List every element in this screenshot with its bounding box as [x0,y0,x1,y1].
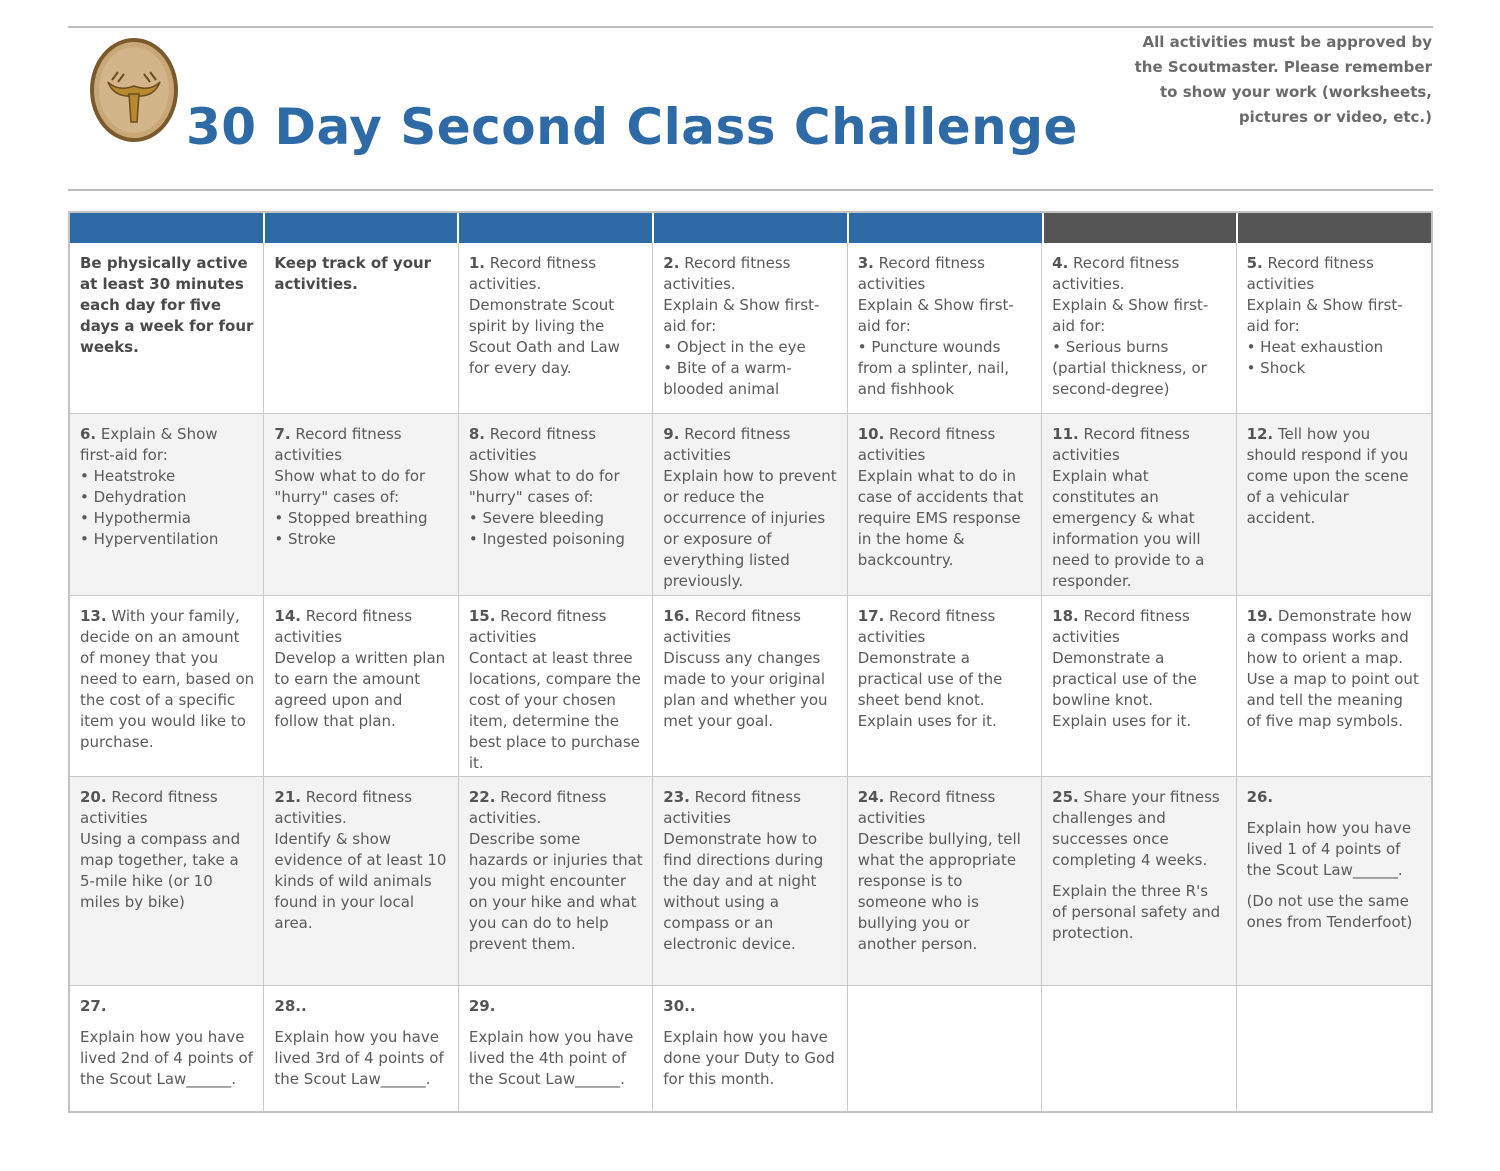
calendar-cell [1237,986,1431,1111]
cell-first-line [858,787,1032,829]
cell-text: • Object in the eye [663,338,806,356]
header-column-7 [1238,213,1431,243]
calendar-cell [70,243,264,414]
day-number: 19. [1246,607,1274,625]
cell-first-line [469,606,643,648]
calendar-cell [70,414,264,596]
calendar-cell [848,777,1042,986]
cell-first-line [80,606,254,753]
calendar-cell [264,777,458,986]
day-number: 11. [1052,425,1079,443]
header-column-2 [265,213,460,243]
calendar-cell [1237,596,1431,777]
cell-text: • Puncture wounds from a splinter, nail, and fishhook [857,338,1010,398]
calendar-cell [653,986,847,1111]
header-column-4 [654,213,849,243]
day-number: 12. [1246,425,1274,443]
cell-text: Record fitness activities. [468,254,597,293]
calendar-cell [848,986,1042,1111]
calendar-cell [1042,243,1236,414]
cell-first-line [1247,787,1422,808]
cell-text: Develop a written plan to earn the amount agreed upon and follow that plan. [274,649,446,730]
cell-first-line [274,424,448,466]
day-number: 28.. [274,997,307,1015]
cell-first-line [469,787,643,829]
cell-text: Tell how you should respond if you come upon the scene of a vehicular accident. [1246,425,1409,527]
challenge-calendar [68,211,1433,1113]
cell-text: Explain & Show first-aid for: [80,425,218,464]
cell-text: Share your fitness challenges and successes once completing 4 weeks. [1052,788,1220,869]
cell-text: • Heatstroke [80,467,176,485]
calendar-cell [459,986,653,1111]
cell-text: Explain what to do in case of accidents that require EMS response in the home & backcountry. [857,467,1024,569]
day-number: 15. [468,607,496,625]
cell-text: Record fitness activities. [468,788,607,827]
cell-first-line [469,996,643,1017]
calendar-cell [264,243,458,414]
page-title: 30 Day Second Class Challenge [186,98,1078,156]
calendar-cell [1042,986,1236,1111]
cell-first-line [274,996,448,1017]
cell-text: Record fitness activities [857,788,996,827]
cell-text: • Stroke [274,530,336,548]
cell-first-line [858,424,1032,466]
cell-text: Contact at least three locations, compare the cost of your chosen item, determine the best place to purchase it. [468,649,641,772]
cell-first-line [663,996,837,1017]
cell-first-line [274,606,448,648]
cell-text: Identify & show evidence of at least 10 kinds of wild animals found in your local area. [274,830,447,932]
day-number: 8. [468,425,485,443]
cell-text: • Shock [1246,359,1306,377]
cell-first-line [469,424,643,466]
day-number: 13. [80,607,107,625]
cell-first-line [663,606,837,648]
cell-first-line [469,253,643,295]
divider-rule [68,189,1433,191]
calendar-cell [1042,596,1236,777]
calendar-cell [1042,414,1236,596]
cell-text: Explain how you have lived the 4th point of the Scout Law______. [468,1028,634,1088]
cell-first-line [1052,424,1226,466]
cell-text: Record fitness activities. [1052,254,1180,293]
day-number: 29. [468,997,496,1015]
cell-text: Show what to do for "hurry" cases of: [468,467,620,506]
cell-text: • Hyperventilation [80,530,219,548]
cell-text: Record fitness activities [663,425,791,464]
day-number: 21. [274,788,301,806]
cell-text: • Heat exhaustion [1246,338,1384,356]
top-rule [68,26,1433,28]
day-number: 10. [857,425,885,443]
calendar-cell [70,777,264,986]
day-number: 9. [663,425,680,443]
cell-text: • Serious burns (partial thickness, or second-degree) [1052,338,1207,398]
cell-first-line [663,253,837,295]
day-number: 22. [468,788,496,806]
cell-text: Explain & Show first-aid for: [1052,296,1209,335]
day-number: 1. [468,254,485,272]
cell-first-line [858,606,1032,648]
cell-first-line [80,424,254,466]
cell-text: With your family, decide on an amount of money that you need to earn, based on the cost of a specific item you would like to purchase. [80,607,255,751]
header-column-5 [849,213,1044,243]
calendar-cell [1042,777,1236,986]
cell-text: Demonstrate a practical use of the bowline knot. [1052,649,1197,709]
calendar-header-bar [70,213,1431,243]
calendar-cell [1237,243,1431,414]
cell-text: Explain uses for it. [857,712,997,730]
day-number: 6. [80,425,97,443]
cell-text: (Do not use the same ones from Tenderfoot) [1246,892,1413,931]
day-number: 7. [274,425,291,443]
header-column-3 [459,213,654,243]
calendar-cell [459,414,653,596]
day-number: 14. [274,607,301,625]
calendar-cell [1237,414,1431,596]
cell-text: Show what to do for "hurry" cases of: [274,467,426,506]
second-class-badge-icon [88,36,180,144]
cell-text: Record fitness activities [857,254,985,293]
cell-text: Record fitness activities [274,607,413,646]
cell-first-line [1247,424,1422,529]
cell-text: Record fitness activities. [274,788,413,827]
calendar-cell [459,596,653,777]
cell-text: Describe some hazards or injuries that you might encounter on your hike and what you can do to help prevent them. [468,830,643,953]
day-number: 3. [857,254,874,272]
cell-text: Explain how you have done your Duty to God for this month. [663,1028,835,1088]
cell-text: Record fitness activities [857,607,996,646]
cell-text: Record fitness activities [1246,254,1374,293]
cell-text: • Bite of a warm-blooded animal [663,359,792,398]
cell-text: Explain what constitutes an emergency & what information you will need to provide to a responder. [1052,467,1205,590]
cell-text: • Stopped breathing [274,509,428,527]
day-number: 25. [1052,788,1079,806]
cell-text: Discuss any changes made to your original plan and whether you met your goal. [663,649,828,730]
cell-first-line [858,253,1032,295]
cell-text: Describe bullying, tell what the appropriate response is to someone who is bullying you or another person. [857,830,1021,953]
cell-first-line [1247,253,1422,295]
cell-first-line [274,787,448,829]
cell-text: Explain & Show first-aid for: [1246,296,1403,335]
cell-text: Explain how you have lived 3rd of 4 points of the Scout Law______. [274,1028,444,1088]
cell-text: Explain how you have lived 1 of 4 points of the Scout Law______. [1246,819,1412,879]
cell-first-line [1052,253,1226,295]
cell-text: Explain how you have lived 2nd of 4 points of the Scout Law______. [80,1028,253,1088]
calendar-cell [70,986,264,1111]
cell-first-line [1052,606,1226,648]
day-number: 23. [663,788,690,806]
calendar-grid [70,243,1431,1111]
cell-text: Explain uses for it. [1052,712,1192,730]
calendar-cell [848,243,1042,414]
cell-text: • Severe bleeding [468,509,605,527]
cell-text: Demonstrate how to find directions during the day and at night without using a compass or an electronic device. [663,830,824,953]
header-column-1 [70,213,265,243]
calendar-cell [653,243,847,414]
day-number: 5. [1246,254,1263,272]
cell-text: Explain & Show first-aid for: [663,296,820,335]
calendar-cell [848,596,1042,777]
cell-text: Explain the three R's of personal safety and protection. [1052,882,1221,942]
cell-first-line [1247,606,1422,669]
cell-text: Record fitness activities [468,425,597,464]
day-number: 26. [1246,788,1274,806]
calendar-cell [70,596,264,777]
cell-heading: Be physically active at least 30 minutes each day for five days a week for four weeks. [80,254,254,356]
cell-first-line [80,996,254,1017]
cell-text: Explain & Show first-aid for: [857,296,1014,335]
cell-text: • Dehydration [80,488,187,506]
cell-first-line [663,787,837,829]
calendar-cell [653,777,847,986]
calendar-cell [653,414,847,596]
cell-text: Record fitness activities [80,788,218,827]
day-number: 30.. [663,997,696,1015]
day-number: 16. [663,607,690,625]
cell-text: Record fitness activities [274,425,402,464]
calendar-cell [264,414,458,596]
cell-text: Record fitness activities [663,788,801,827]
cell-text: • Ingested poisoning [468,530,625,548]
cell-first-line [1052,787,1226,871]
cell-text: Use a map to point out and tell the meaning of five map symbols. [1246,670,1419,730]
cell-text: Record fitness activities [1052,425,1190,464]
calendar-cell [848,414,1042,596]
cell-text: Demonstrate how a compass works and how to orient a map. [1246,607,1412,667]
day-number: 17. [857,607,885,625]
cell-text: • Hypothermia [80,509,191,527]
calendar-cell [264,986,458,1111]
cell-text: Record fitness activities. [663,254,791,293]
day-number: 24. [857,788,885,806]
day-number: 4. [1052,254,1069,272]
calendar-cell [1237,777,1431,986]
day-number: 20. [80,788,107,806]
cell-text: Record fitness activities [663,607,801,646]
calendar-cell [459,243,653,414]
cell-text: Using a compass and map together, take a 5-mile hike (or 10 miles by bike) [80,830,241,911]
day-number: 2. [663,254,680,272]
cell-text: Demonstrate Scout spirit by living the Scout Oath and Law for every day. [468,296,620,377]
header-column-6 [1044,213,1239,243]
approval-note: All activities must be approved by the Scoutmaster. Please remember to show your work (worksheets, pictures or video, etc.) [1134,33,1432,126]
cell-first-line [663,424,837,466]
cell-text: Demonstrate a practical use of the sheet bend knot. [857,649,1003,709]
calendar-cell [264,596,458,777]
cell-text: Explain how to prevent or reduce the occurrence of injuries or exposure of everything listed previously. [663,467,837,590]
day-number: 27. [80,997,107,1015]
cell-heading: Keep track of your activities. [274,254,432,293]
cell-text: Record fitness activities [1052,607,1190,646]
calendar-cell [459,777,653,986]
cell-text: Record fitness activities [857,425,996,464]
cell-text: Record fitness activities [468,607,607,646]
calendar-cell [653,596,847,777]
day-number: 18. [1052,607,1079,625]
cell-first-line [80,787,254,829]
